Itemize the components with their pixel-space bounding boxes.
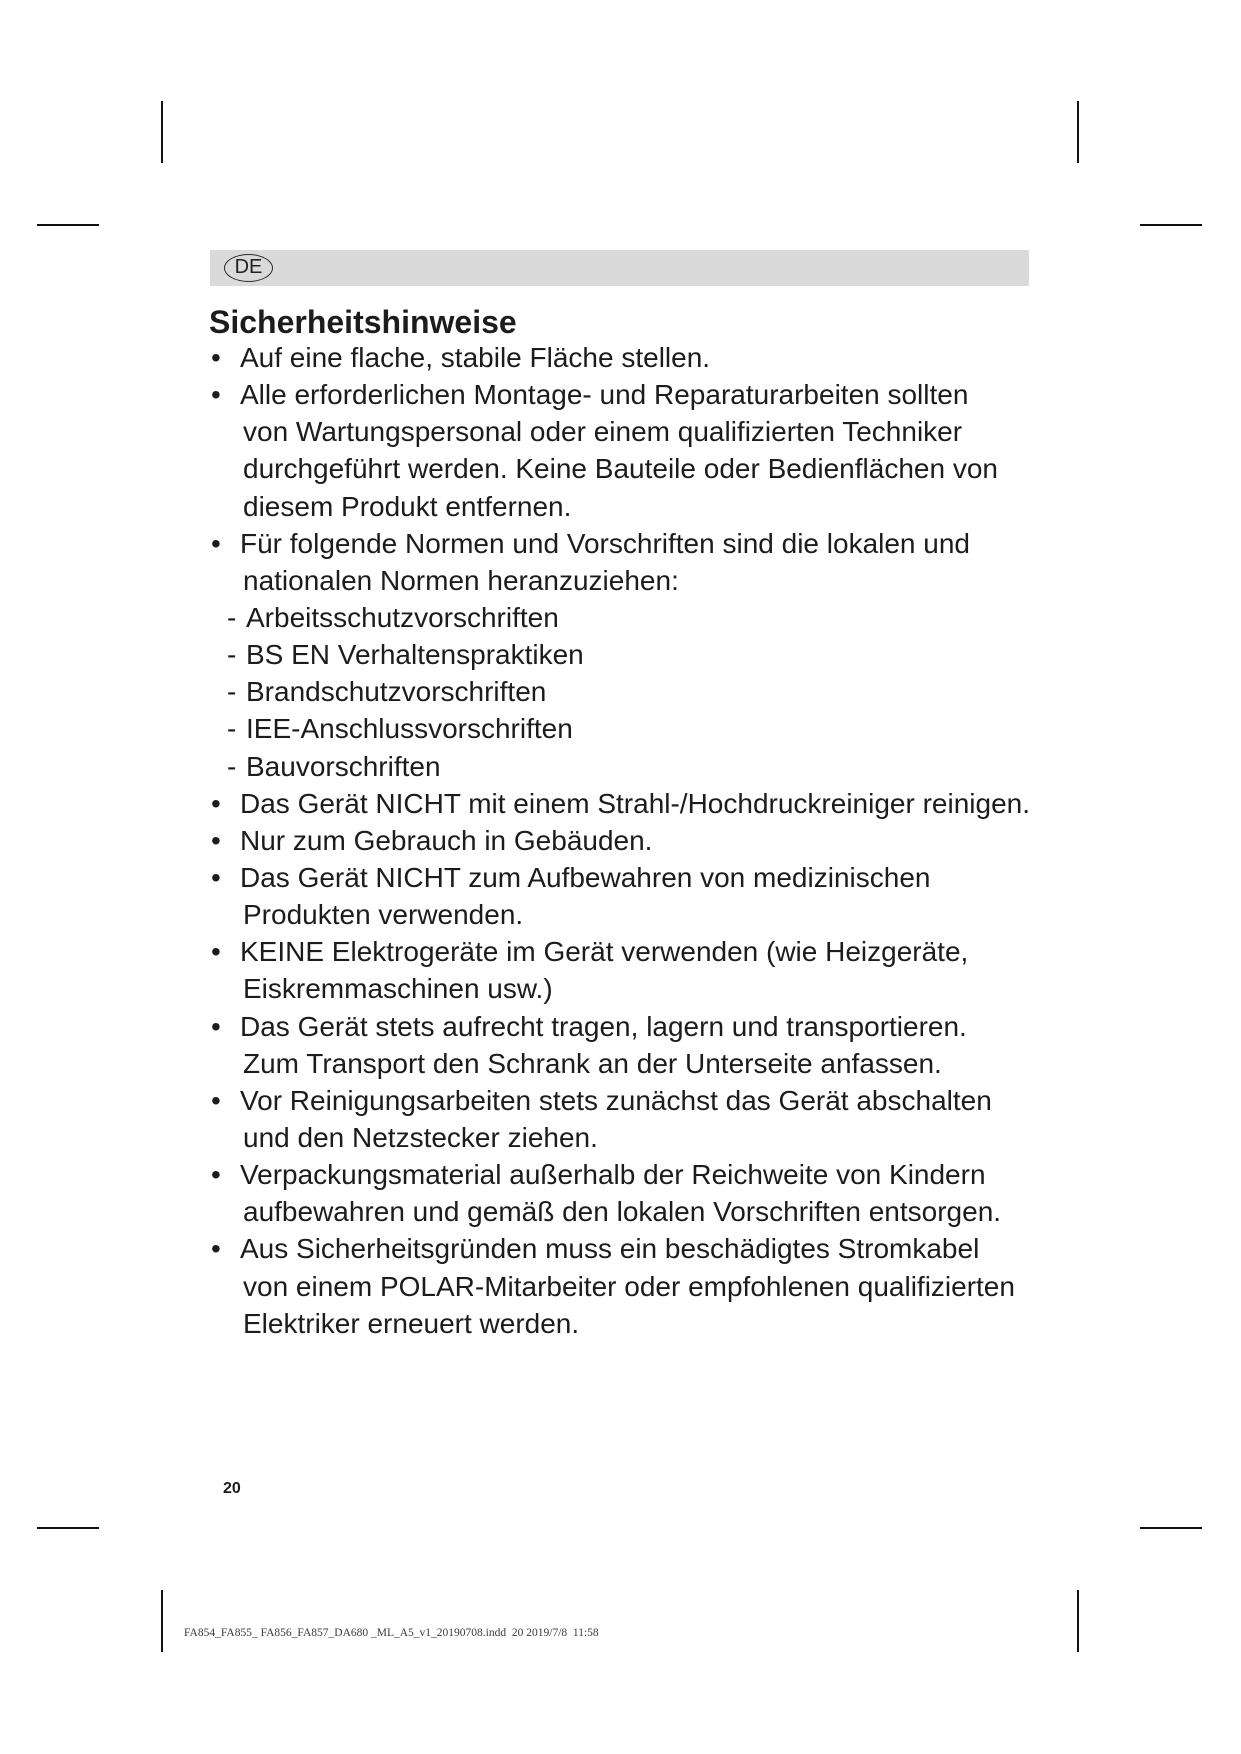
section-heading: Sicherheitshinweise — [209, 304, 517, 340]
language-header-bar — [210, 250, 1029, 286]
list-item-text: Eiskremmaschinen usw.) — [243, 973, 553, 1005]
list-item-text: nationalen Normen heranzuziehen: — [243, 564, 679, 596]
bullet-marker: • — [211, 379, 221, 411]
sub-list-item-text: Bauvorschriften — [246, 750, 441, 782]
list-item-text: Vor Reinigungsarbeiten stets zunächst das Gerät abschalten — [240, 1084, 992, 1116]
dash-marker: - — [227, 601, 237, 633]
bullet-marker: • — [211, 1159, 221, 1191]
list-item — [0, 1156, 1241, 1230]
list-item — [0, 933, 1241, 1007]
bullet-marker: • — [211, 1010, 221, 1042]
safety-instructions-list — [0, 339, 1241, 1342]
sub-list-item — [0, 673, 1241, 710]
list-item-text: Für folgende Normen und Vorschriften sind die lokalen und — [240, 527, 970, 559]
crop-mark-bottom-left-horizontal — [37, 1527, 99, 1529]
crop-mark-top-right-vertical — [1077, 101, 1079, 163]
list-item-text: und den Netzstecker ziehen. — [243, 1121, 598, 1153]
bullet-marker: • — [211, 1084, 221, 1116]
bullet-marker: • — [211, 787, 221, 819]
list-item-text: aufbewahren und gemäß den lokalen Vorschriften entsorgen. — [243, 1196, 1002, 1228]
bullet-marker: • — [211, 936, 221, 968]
list-item-text: diesem Produkt entfernen. — [243, 490, 572, 522]
crop-mark-top-right-horizontal — [1140, 224, 1202, 226]
dash-marker: - — [227, 676, 237, 708]
sub-list-item — [0, 599, 1241, 636]
sub-list-item-text: Brandschutzvorschriften — [246, 676, 547, 708]
bullet-marker: • — [211, 527, 221, 559]
list-item-text: Das Gerät NICHT mit einem Strahl-/Hochdruckreiniger reinigen. — [240, 787, 1030, 819]
sub-list-item-text: BS EN Verhaltenspraktiken — [246, 639, 584, 671]
list-item-text: Das Gerät stets aufrecht tragen, lagern und transportieren. — [240, 1010, 967, 1042]
bullet-marker: • — [211, 861, 221, 893]
crop-mark-top-left-vertical — [161, 101, 163, 163]
list-item — [0, 785, 1241, 822]
crop-mark-bottom-left-vertical — [161, 1590, 163, 1652]
list-item-text: Auf eine flache, stabile Fläche stellen. — [240, 342, 711, 373]
list-item-text: Elektriker erneuert werden. — [243, 1307, 580, 1339]
dash-marker: - — [227, 750, 237, 782]
crop-mark-bottom-right-horizontal — [1140, 1527, 1202, 1529]
list-item — [0, 1230, 1241, 1341]
print-slug: FA854_FA855_ FA856_FA857_DA680 _ML_A5_v1_20190708.indd 20 2019/7/8 11:58 — [184, 1627, 599, 1639]
list-item — [0, 376, 1241, 525]
list-item — [0, 525, 1241, 785]
bullet-marker: • — [211, 1233, 221, 1265]
sub-list-item-text: Arbeitsschutzvorschriften — [246, 601, 559, 633]
list-item-text: Produkten verwenden. — [243, 899, 524, 931]
list-item-text: Aus Sicherheitsgründen muss ein beschädigtes Stromkabel — [240, 1233, 980, 1265]
list-item-text: Nur zum Gebrauch in Gebäuden. — [240, 824, 653, 856]
dash-marker: - — [227, 639, 237, 671]
list-item-text: von einem POLAR-Mitarbeiter oder empfohlenen qualifizierten — [243, 1270, 1015, 1302]
list-item — [0, 1082, 1241, 1156]
list-item — [0, 859, 1241, 933]
list-item — [0, 822, 1241, 859]
dash-marker: - — [227, 713, 237, 745]
list-item — [0, 1008, 1241, 1082]
sub-list-item-text: IEE-Anschlussvorschriften — [246, 713, 573, 745]
list-item-text: Alle erforderlichen Montage- und Reparaturarbeiten sollten — [240, 379, 969, 411]
bullet-marker: • — [211, 824, 221, 856]
list-item-text: von Wartungspersonal oder einem qualifizierten Techniker — [243, 416, 963, 448]
list-item — [0, 339, 1241, 376]
sub-list-item — [0, 710, 1241, 747]
page-number: 20 — [223, 1480, 241, 1497]
list-item-text: Zum Transport den Schrank an der Unterseite anfassen. — [243, 1047, 942, 1079]
list-item-text: durchgeführt werden. Keine Bauteile oder Bedienflächen von — [243, 453, 998, 485]
sub-list-item — [0, 636, 1241, 673]
sub-list-item — [0, 748, 1241, 785]
crop-mark-bottom-right-vertical — [1077, 1590, 1079, 1652]
list-item-text: Das Gerät NICHT zum Aufbewahren von medizinischen — [240, 861, 931, 893]
list-item-text: Verpackungsmaterial außerhalb der Reichweite von Kindern — [240, 1159, 986, 1191]
list-item-text: KEINE Elektrogeräte im Gerät verwenden (wie Heizgeräte, — [240, 936, 969, 968]
crop-mark-top-left-horizontal — [37, 224, 99, 226]
language-badge: DE — [224, 254, 273, 282]
bullet-marker: • — [211, 342, 221, 373]
